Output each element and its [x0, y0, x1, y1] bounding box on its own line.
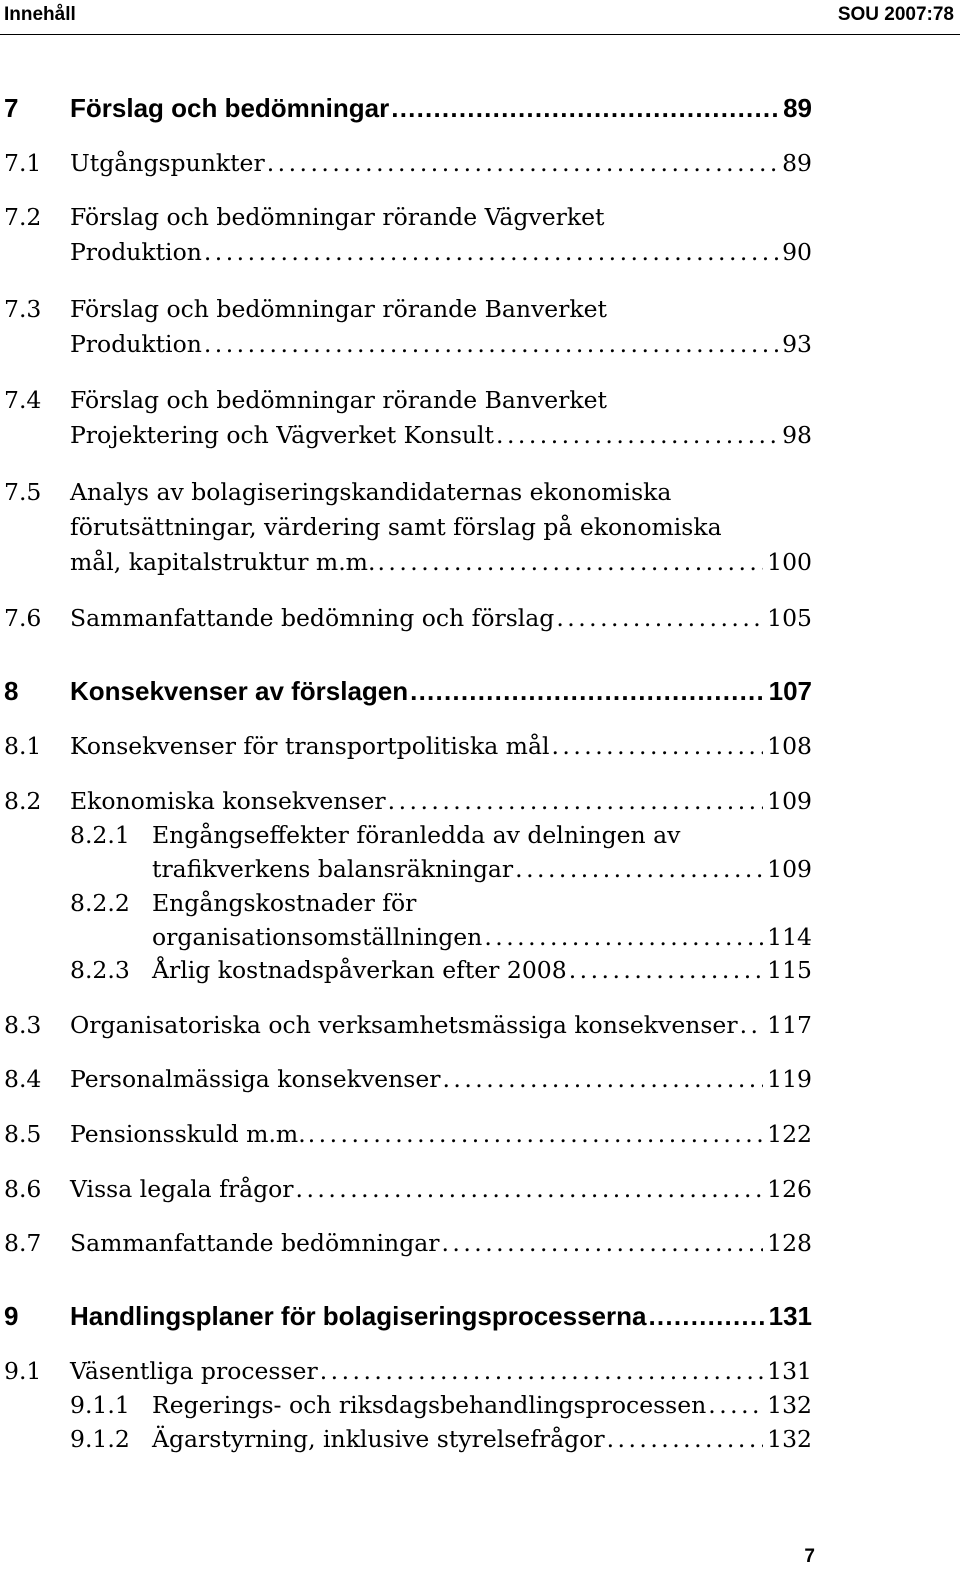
toc-entry-page: 126 [767, 1175, 812, 1203]
toc-entry-title: Engångseffekter föranledda av delningen av [152, 821, 681, 849]
dot-leader [320, 1354, 763, 1389]
toc-entry-page: 114 [767, 923, 812, 951]
dot-leader [204, 327, 778, 362]
toc-entry-number: 8.3 [4, 1011, 42, 1039]
toc-entry-page: 90 [782, 238, 812, 266]
dot-leader [496, 418, 778, 453]
toc-entry-page: 119 [767, 1065, 812, 1093]
toc-entry-number: 7.1 [4, 149, 42, 177]
toc-entry-title: Analys av bolagiseringskandidaternas ekonomiska [70, 478, 672, 506]
toc-entry-number: 9.1.1 [70, 1391, 130, 1419]
toc-entry-title: Pensionsskuld m.m. [70, 1120, 306, 1148]
toc-entry-title: Produktion [70, 238, 202, 266]
toc-entry-page: 89 [782, 149, 812, 177]
toc-entry-page: 109 [767, 787, 812, 815]
dot-leader [308, 1117, 763, 1152]
running-header-publication: SOU 2007:78 [837, 4, 954, 25]
dot-leader [442, 1062, 763, 1097]
toc-entry-number: 7.4 [4, 386, 42, 414]
toc-entry-number: 7.3 [4, 295, 42, 323]
toc-entry-number: 9.1 [4, 1357, 42, 1385]
toc-entry-number: 7 [4, 93, 19, 123]
dot-leader [441, 1226, 763, 1261]
toc-entry-title: Regerings- och riksdagsbehandlingsprocessen [152, 1391, 707, 1419]
toc-entry-title: Projektering och Vägverket Konsult [70, 421, 494, 449]
dot-leader [204, 235, 778, 270]
toc-entry-page: 89 [783, 93, 812, 123]
toc-entry-title: Årlig kostnadspåverkan efter 2008 [152, 956, 567, 984]
dot-leader [267, 146, 778, 181]
toc-entry-title: Utgångspunkter [70, 149, 265, 177]
toc-entry-title: Förslag och bedömningar rörande Banverket [70, 386, 607, 414]
dot-leader [484, 920, 763, 955]
toc-entry-number: 7.6 [4, 604, 42, 632]
toc-entry-title: Produktion [70, 330, 202, 358]
dot-leader [648, 1298, 764, 1334]
header-rule [0, 34, 960, 35]
toc-entry-title: Konsekvenser för transportpolitiska mål [70, 732, 550, 760]
toc-entry-number: 9.1.2 [70, 1425, 130, 1453]
toc-entry-title: Förslag och bedömningar rörande Banverket [70, 295, 607, 323]
toc-entry-title: Sammanfattande bedömningar [70, 1229, 440, 1257]
toc-entry-number: 8.7 [4, 1229, 42, 1257]
toc-entry-number: 8.2.2 [70, 889, 130, 917]
toc-entry-title: Vissa legala frågor [70, 1175, 294, 1203]
dot-leader [377, 545, 763, 580]
toc-entry-title: Sammanfattande bedömning och förslag [70, 604, 555, 632]
toc-entry-page: 93 [782, 330, 812, 358]
running-header-section: Innehåll [4, 4, 76, 25]
dot-leader [296, 1172, 764, 1207]
dot-leader [569, 953, 763, 988]
toc-entry-title: Förslag och bedömningar [70, 93, 390, 123]
toc-entry-page: 100 [767, 548, 812, 576]
toc-entry-title: Organisatoriska och verksamhetsmässiga konsekvenser [70, 1011, 738, 1039]
toc-entry-page: 105 [767, 604, 812, 632]
toc-entry-number: 8 [4, 676, 19, 706]
toc-entry-title: trafikverkens balansräkningar [152, 855, 514, 883]
toc-entry-number: 7.5 [4, 478, 42, 506]
toc-entry-title: Engångskostnader för [152, 889, 417, 917]
page-number: 7 [804, 1546, 815, 1567]
toc-entry-page: 122 [767, 1120, 812, 1148]
toc-entry-title: förutsättningar, värdering samt förslag på ekonomiska [70, 513, 722, 541]
toc-entry-number: 9 [4, 1301, 19, 1331]
dot-leader [388, 784, 763, 819]
toc-entry-page: 117 [767, 1011, 812, 1039]
toc-entry-title: Personalmässiga konsekvenser [70, 1065, 441, 1093]
toc-entry-title: Förslag och bedömningar rörande Vägverket [70, 203, 605, 231]
toc-entry-title: Ägarstyrning, inklusive styrelsefrågor [152, 1425, 605, 1453]
toc-entry-number: 8.5 [4, 1120, 42, 1148]
toc-entry-page: 108 [767, 732, 812, 760]
toc-entry-number: 7.2 [4, 203, 42, 231]
toc-entry-page: 107 [768, 676, 812, 706]
toc-entry-number: 8.6 [4, 1175, 42, 1203]
toc-entry-title: Konsekvenser av förslagen [70, 676, 409, 706]
dot-leader [410, 673, 764, 709]
dot-leader [515, 852, 763, 887]
dot-leader [551, 729, 763, 764]
dot-leader [740, 1008, 764, 1043]
toc-entry-page: 128 [767, 1229, 812, 1257]
toc-entry-title: Ekonomiska konsekvenser [70, 787, 386, 815]
toc-entry-page: 132 [767, 1391, 812, 1419]
toc-entry-page: 115 [767, 956, 812, 984]
toc-entry-page: 109 [767, 855, 812, 883]
dot-leader [607, 1422, 764, 1457]
toc-entry-title: Väsentliga processer [70, 1357, 318, 1385]
toc-entry-page: 98 [782, 421, 812, 449]
toc-entry-page: 131 [768, 1301, 812, 1331]
toc-entry-page: 132 [767, 1425, 812, 1453]
toc-entry-number: 8.1 [4, 732, 42, 760]
toc-entry-number: 8.2.3 [70, 956, 130, 984]
dot-leader [556, 601, 763, 636]
dot-leader [708, 1388, 763, 1423]
toc-entry-page: 131 [767, 1357, 812, 1385]
dot-leader [391, 90, 779, 126]
toc-entry-number: 8.2 [4, 787, 42, 815]
toc-entry-title: mål, kapitalstruktur m.m. [70, 548, 376, 576]
toc-entry-title: organisationsomställningen [152, 923, 483, 951]
toc-entry-number: 8.2.1 [70, 821, 130, 849]
toc-entry-number: 8.4 [4, 1065, 42, 1093]
toc-entry-title: Handlingsplaner för bolagiseringsprocesserna [70, 1301, 647, 1331]
